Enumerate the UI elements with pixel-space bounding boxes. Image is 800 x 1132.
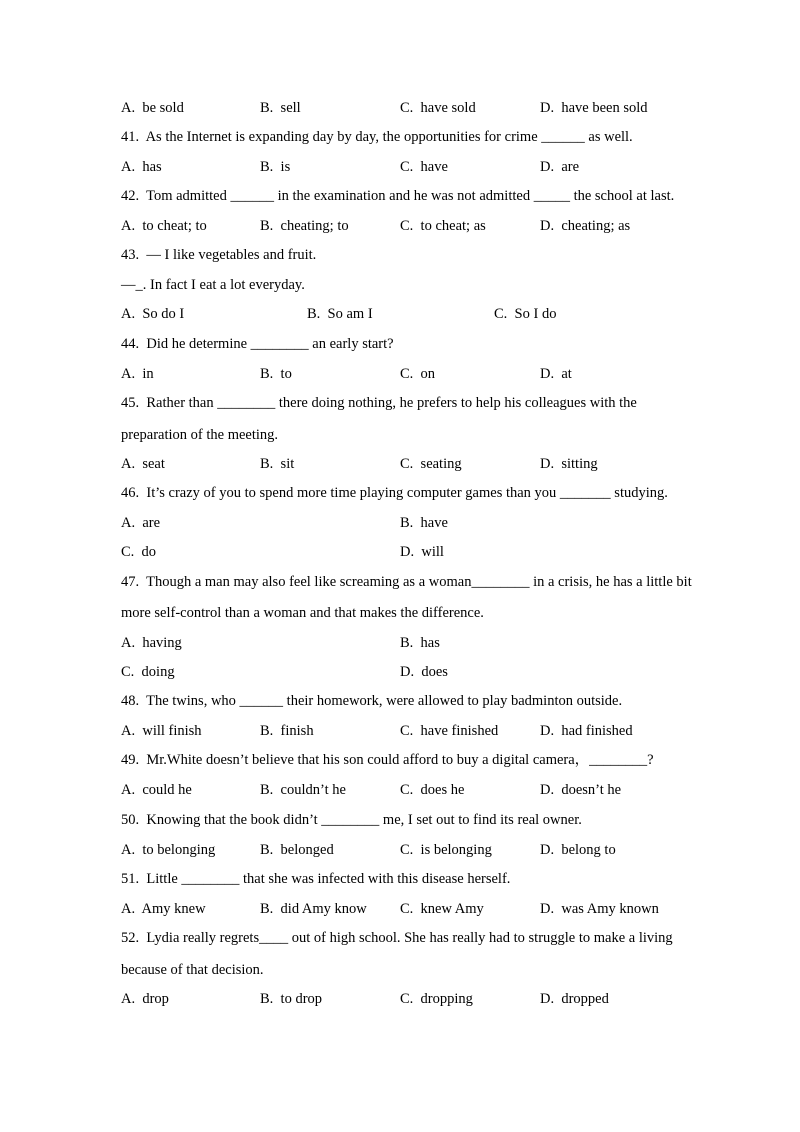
option-a: A. drop [121,991,169,1007]
option-a: A. has [121,159,162,175]
option-b: B. belonged [260,842,334,858]
option-c: C. have sold [400,100,476,116]
option-b: B. to drop [260,991,323,1007]
option-c: C. dropping [400,991,473,1007]
option-d: D. at [540,366,572,382]
option-a: A. in [121,366,154,382]
option-c: C. have finished [400,723,499,739]
option-b: B. sit [260,456,295,472]
option-a: A. are [121,515,161,531]
option-a: A. So do I [121,306,185,322]
question-45-stem-continued: preparation of the meeting. [121,427,279,443]
option-a: A. will finish [121,723,202,739]
question-44-stem: 44. Did he determine ________ an early start? [121,336,394,352]
option-d: D. doesn’t he [540,782,622,798]
option-d: D. will [400,544,444,560]
option-c: C. have [400,159,448,175]
question-41-stem: 41. As the Internet is expanding day by day, the opportunities for crime ______ as well. [121,129,633,145]
option-b: B. finish [260,723,314,739]
question-43-reply: —_. In fact I eat a lot everyday. [121,277,305,293]
option-c: C. on [400,366,436,382]
question-52-stem-continued: because of that decision. [121,962,264,978]
question-45-stem: 45. Rather than ________ there doing nothing, he prefers to help his colleagues with the [121,395,637,411]
option-a: A. to belonging [121,842,216,858]
option-c: C. seating [400,456,462,472]
option-b: B. have [400,515,448,531]
option-d: D. had finished [540,723,633,739]
option-c: C. does he [400,782,465,798]
option-b: B. is [260,159,291,175]
question-50-stem: 50. Knowing that the book didn’t ________ me, I set out to find its real owner. [121,812,582,828]
question-46-stem: 46. It’s crazy of you to spend more time playing computer games than you _______ studying. [121,485,668,501]
question-52-stem: 52. Lydia really regrets____ out of high school. She has really had to struggle to make a living [121,930,673,946]
option-c: C. So I do [494,306,557,322]
option-b: B. So am I [307,306,373,322]
question-47-stem: 47. Though a man may also feel like screaming as a woman________ in a crisis, he has a little bit [121,574,692,590]
option-d: D. have been sold [540,100,648,116]
question-47-stem-continued: more self-control than a woman and that makes the difference. [121,605,484,621]
question-48-stem: 48. The twins, who ______ their homework, were allowed to play badminton outside. [121,693,623,709]
option-b: B. sell [260,100,301,116]
option-b: B. cheating; to [260,218,349,234]
option-b: B. to [260,366,292,382]
option-d: D. was Amy known [540,901,659,917]
option-d: D. are [540,159,580,175]
option-b: B. did Amy know [260,901,367,917]
option-a: A. having [121,635,182,651]
option-a: A. could he [121,782,192,798]
option-d: D. belong to [540,842,616,858]
option-b: B. couldn’t he [260,782,346,798]
option-c: C. to cheat; as [400,218,486,234]
option-c: C. is belonging [400,842,492,858]
option-b: B. has [400,635,440,651]
option-d: D. dropped [540,991,609,1007]
option-d: D. sitting [540,456,598,472]
option-a: A. seat [121,456,165,472]
option-a: A. Amy knew [121,901,206,917]
option-c: C. knew Amy [400,901,484,917]
option-d: D. cheating; as [540,218,631,234]
question-42-stem: 42. Tom admitted ______ in the examination and he was not admitted _____ the school at last. [121,188,675,204]
option-a: A. be sold [121,100,184,116]
question-49-stem: 49. Mr.White doesn’t believe that his son could afford to buy a digital camera，________? [121,752,654,768]
question-51-stem: 51. Little ________ that she was infected with this disease herself. [121,871,511,887]
option-c: C. do [121,544,157,560]
question-43-stem: 43. — I like vegetables and fruit. [121,247,317,263]
option-c: C. doing [121,664,175,680]
option-a: A. to cheat; to [121,218,207,234]
option-d: D. does [400,664,448,680]
